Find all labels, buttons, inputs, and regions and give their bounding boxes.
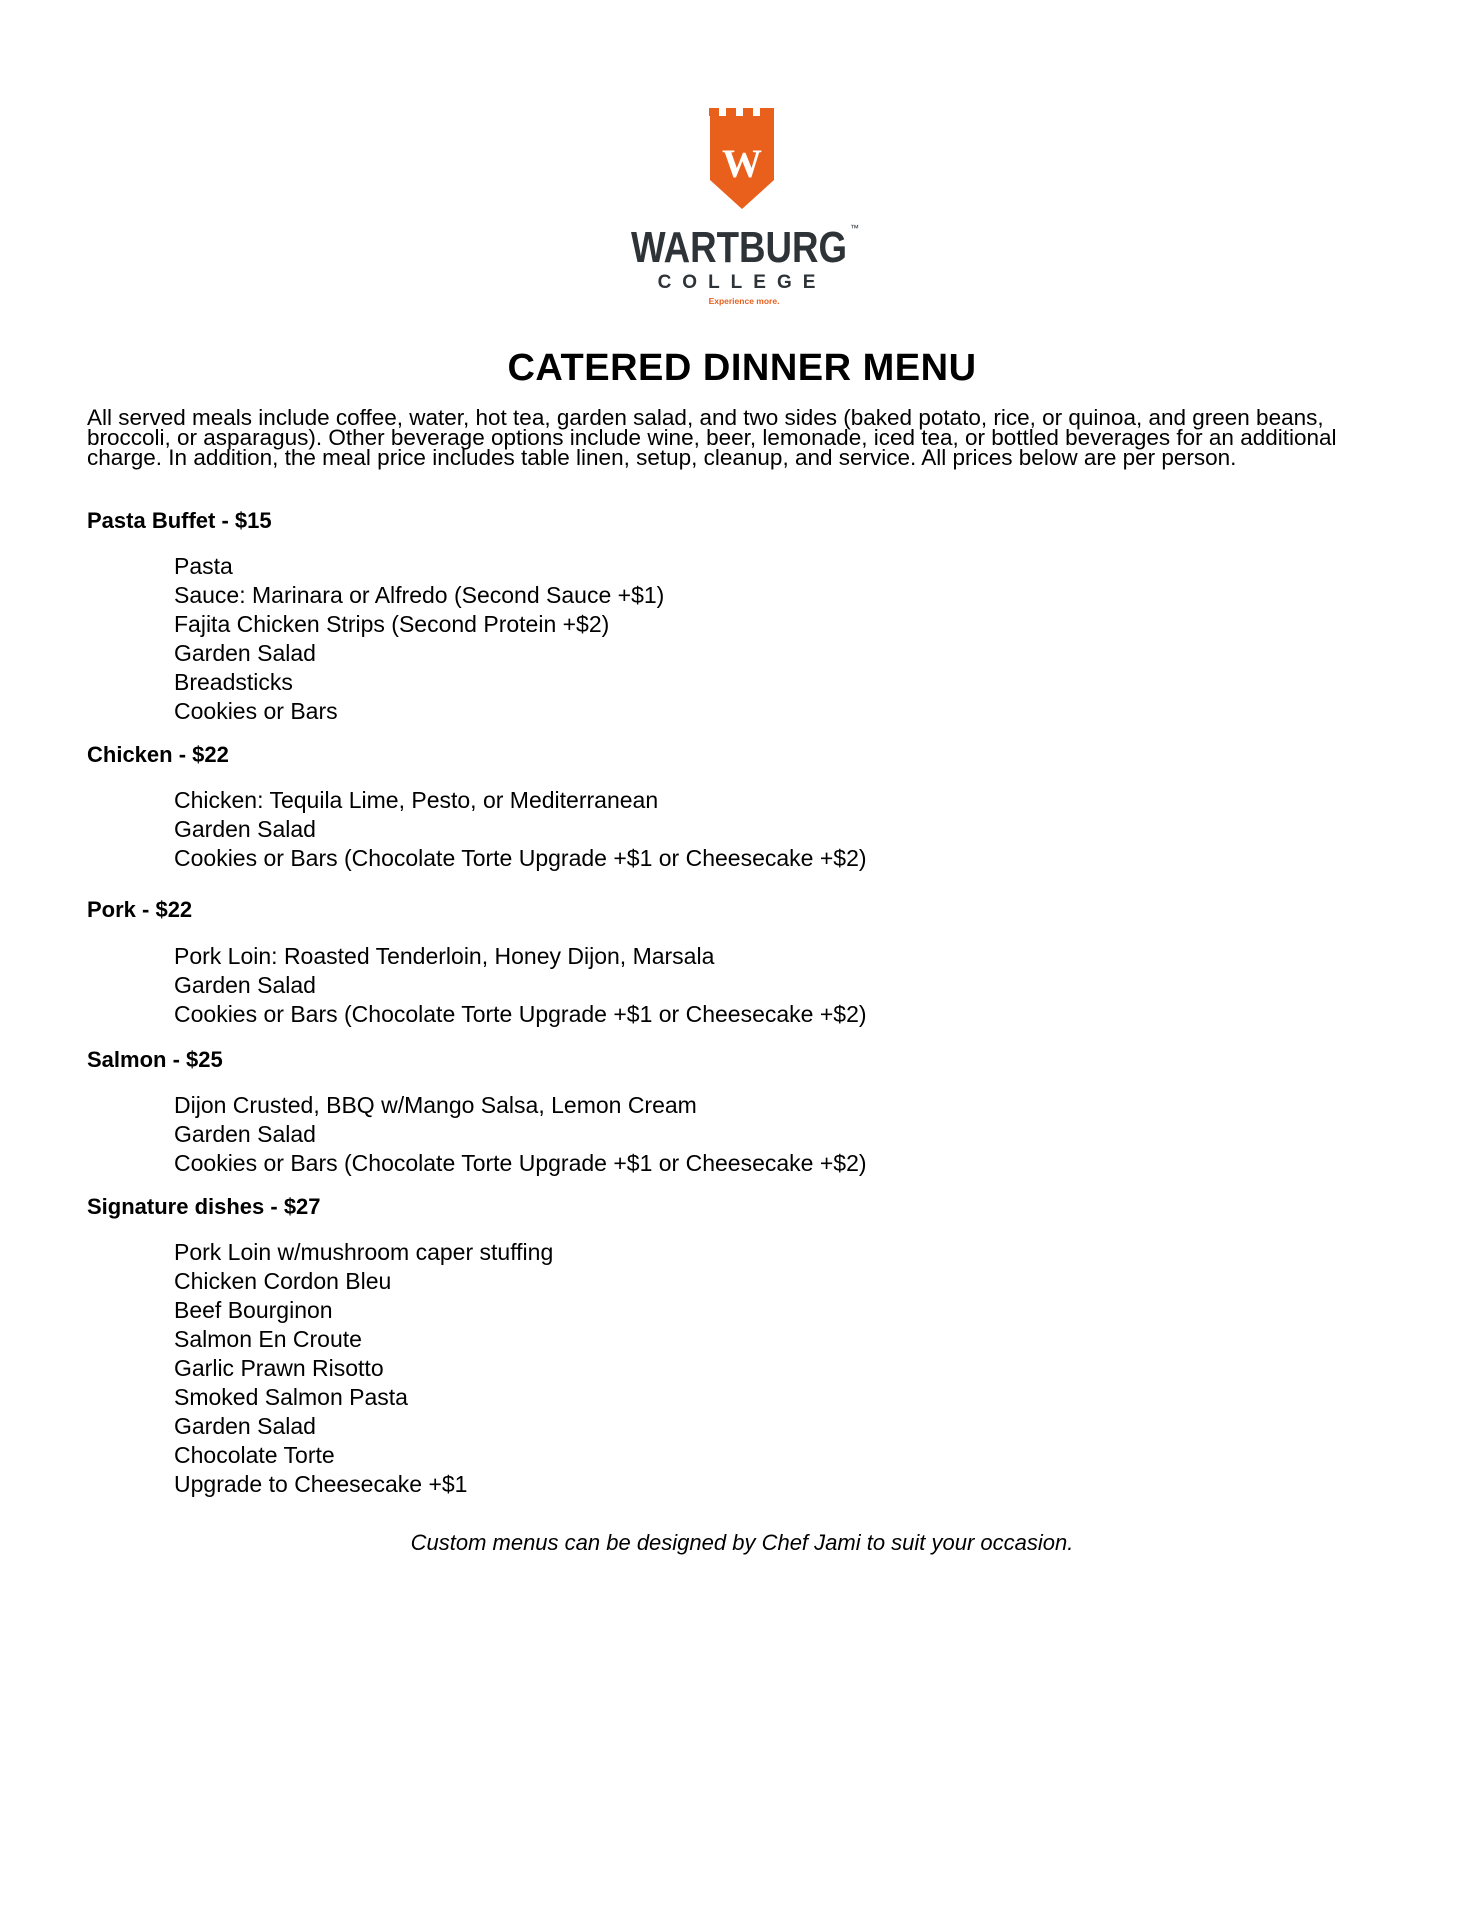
section-items-signature-dishes xyxy=(174,1238,553,1499)
menu-item: Salmon En Croute xyxy=(174,1326,362,1352)
section-heading-signature-dishes: Signature dishes - $27 xyxy=(87,1194,321,1219)
menu-item: Chicken: Tequila Lime, Pesto, or Mediterranean xyxy=(174,787,659,813)
menu-item: Cookies or Bars (Chocolate Torte Upgrade +$1 or Cheesecake +$2) xyxy=(174,845,867,871)
section-items-salmon xyxy=(174,1091,867,1178)
wartburg-college-logo xyxy=(0,105,1484,310)
menu-item: Garden Salad xyxy=(174,972,316,998)
logo-name: WARTBURG xyxy=(631,223,847,272)
section-items-pasta-buffet xyxy=(174,552,664,726)
intro-paragraph: All served meals include coffee, water, hot tea, garden salad, and two sides (baked potato, rice, or quinoa, and green beans, broccoli, or asparagus). Other beverage options include wine, beer, lemonade, iced tea, or bottled beverages for an additional charge. In addition, the meal price includes table linen, setup, cleanup, and service. All prices below are per person. xyxy=(87,405,1337,470)
menu-item: Garlic Prawn Risotto xyxy=(174,1355,384,1381)
section-heading-chicken: Chicken - $22 xyxy=(87,742,229,767)
menu-item: Pork Loin w/mushroom caper stuffing xyxy=(174,1239,554,1265)
menu-item: Sauce: Marinara or Alfredo (Second Sauce +$1) xyxy=(174,582,665,608)
page-title: CATERED DINNER MENU xyxy=(507,347,977,389)
menu-item: Garden Salad xyxy=(174,640,316,666)
menu-item: Pasta xyxy=(174,553,233,579)
menu-item: Beef Bourginon xyxy=(174,1297,333,1323)
logo-monogram: W xyxy=(722,141,762,186)
footer-note: Custom menus can be designed by Chef Jami to suit your occasion. xyxy=(410,1530,1074,1555)
menu-item: Chicken Cordon Bleu xyxy=(174,1268,392,1294)
section-items-chicken xyxy=(174,786,867,873)
menu-item: Cookies or Bars xyxy=(174,698,338,724)
menu-item: Cookies or Bars (Chocolate Torte Upgrade +$1 or Cheesecake +$2) xyxy=(174,1150,867,1176)
menu-item: Garden Salad xyxy=(174,816,316,842)
menu-item: Cookies or Bars (Chocolate Torte Upgrade +$1 or Cheesecake +$2) xyxy=(174,1001,867,1027)
section-items-pork xyxy=(174,942,867,1029)
logo-tagline: Experience more. xyxy=(708,296,780,306)
menu-item: Fajita Chicken Strips (Second Protein +$2) xyxy=(174,611,610,637)
menu-item: Smoked Salmon Pasta xyxy=(174,1384,408,1410)
menu-item: Breadsticks xyxy=(174,669,293,695)
section-heading-salmon: Salmon - $25 xyxy=(87,1047,223,1072)
menu-item: Garden Salad xyxy=(174,1413,316,1439)
menu-item: Pork Loin: Roasted Tenderloin, Honey Dijon, Marsala xyxy=(174,943,715,969)
logo-subname: COLLEGE xyxy=(657,272,827,293)
menu-item: Chocolate Torte xyxy=(174,1442,335,1468)
menu-item: Upgrade to Cheesecake +$1 xyxy=(174,1471,468,1497)
section-heading-pork: Pork - $22 xyxy=(87,897,193,922)
menu-item: Dijon Crusted, BBQ w/Mango Salsa, Lemon Cream xyxy=(174,1092,697,1118)
logo-trademark: ™ xyxy=(850,223,859,233)
section-heading-pasta-buffet: Pasta Buffet - $15 xyxy=(87,508,272,533)
logo-graphic xyxy=(622,105,862,310)
menu-item: Garden Salad xyxy=(174,1121,316,1147)
